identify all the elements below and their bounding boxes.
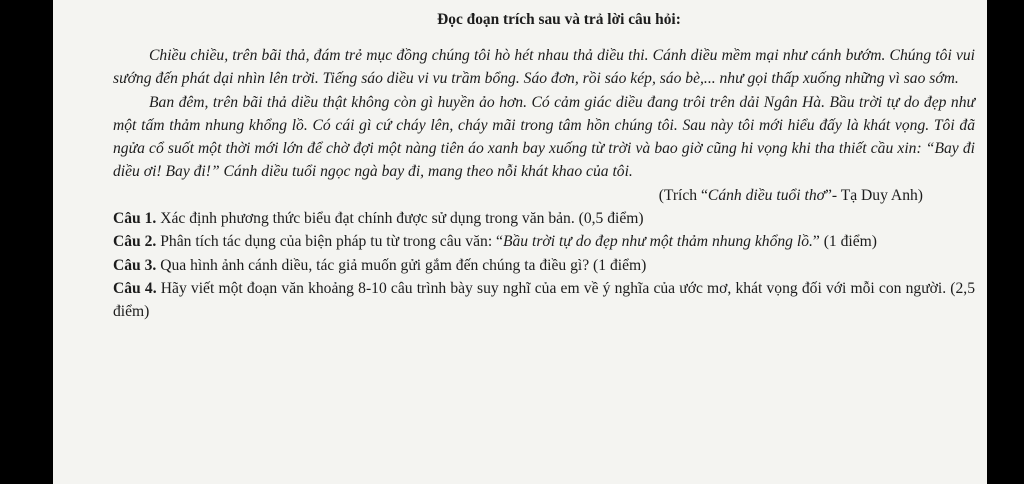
document-body [113,4,975,324]
question-4 [113,277,975,324]
excerpt-source [113,184,975,207]
source-work-title: Cánh diều tuổi thơ [707,186,825,204]
question-4-text: Hãy viết một đoạn văn khoảng 8-10 câu trình bày suy nghĩ của em về ý nghĩa của ước mơ, khát vọng đối với mỗi con người. (2,5 điểm) [113,279,975,321]
question-2-quote: Bầu trời tự do đẹp như một thảm nhung khổng lồ. [502,233,813,251]
question-2-label: Câu 2. [113,233,157,251]
question-2-text: Phân tích tác dụng của biện pháp tu từ trong câu văn: “ [156,233,503,251]
excerpt-paragraph-2: Ban đêm, trên bãi thả diều thật không còn gì huyền ảo hơn. Có cảm giác diều đang trôi trên dải Ngân Hà. Bầu trời tự do đẹp như một tấm thảm nhung khổng lồ. Có cái gì cứ cháy lên, cháy mãi trong tâm hồn chúng tôi. Sau này tôi mới hiểu đấy là khát vọng. Tôi đã ngửa cổ suốt một thời mới lớn để chờ đợi một nàng tiên áo xanh bay xuống từ trời và bao giờ cũng hi vọng khi tha thiết cầu xin: “Bay đi diều ơi! Bay đi!” Cánh diều tuổi ngọc ngà bay đi, mang theo nỗi khát khao của tôi. [113,93,975,181]
title-text: Đọc đoạn trích sau và trả lời câu hỏi: [437,11,681,28]
source-prefix: (Trích “ [658,186,708,204]
source-suffix: ”- Tạ Duy Anh) [824,186,923,204]
excerpt-paragraph-1: Chiều chiều, trên bãi thả, đám trẻ mục đồng chúng tôi hò hét nhau thả diều thi. Cánh diều mềm mại như cánh bướm. Chúng tôi vui sướng đến phát dại nhìn lên trời. Tiếng sáo diều vi vu trầm bổng. Sáo đơn, rồi sáo kép, sáo bè,... như gọi thấp xuống những vì sao sớm. [113,47,975,88]
question-2-after: ” (1 điểm) [812,233,877,251]
question-1-text: Xác định phương thức biểu đạt chính được sử dụng trong văn bản. (0,5 điểm) [156,210,644,228]
question-2 [113,230,975,253]
question-3 [113,254,975,277]
question-3-label: Câu 3. [113,256,157,274]
question-3-text: Qua hình ảnh cánh diều, tác giả muốn gửi gắm đến chúng ta điều gì? (1 điểm) [156,256,647,274]
question-4-label: Câu 4. [113,279,157,297]
question-1 [113,207,975,230]
question-1-label: Câu 1. [113,210,157,228]
document-page [53,0,987,484]
document-title [113,8,975,32]
